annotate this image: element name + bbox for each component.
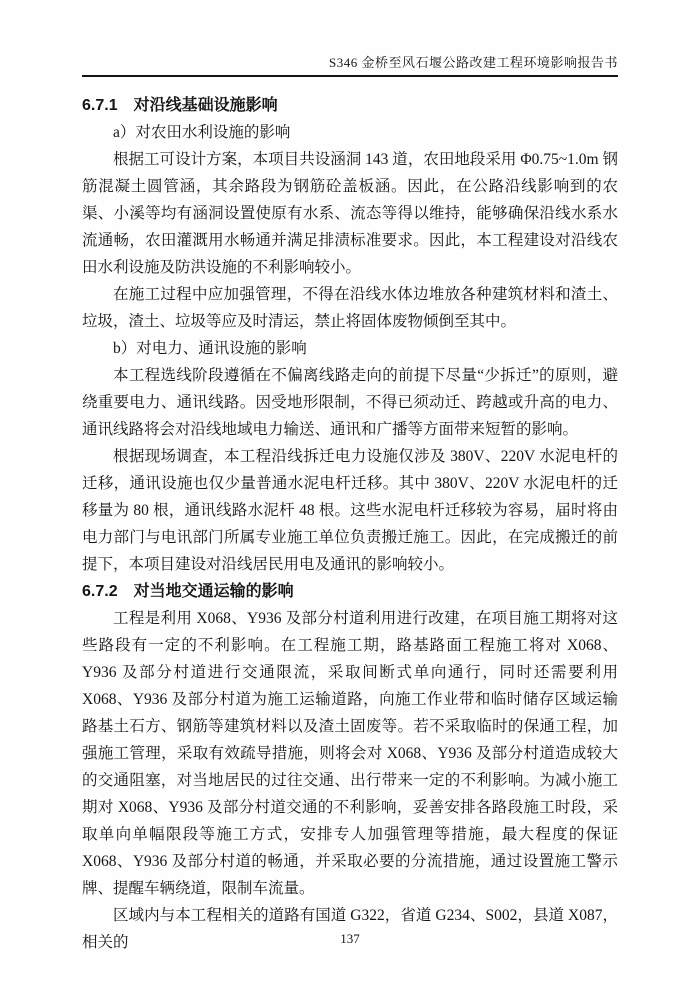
paragraph-traffic-impact: 工程是利用 X068、Y936 及部分村道利用进行改建，在项目施工期将对这些路段有一定的不利影响。在工程施工期，路基路面工程施工将对 X068、Y936 及部分村道进行交通限流，采取间断式单向通行，同时还需要利用 X068、Y936 及部分村道为施工运输道路，向施工作业带和临时储存区域运输路基土石方、钢筋等建筑材料以及渣土固废等。若不采取临时的保通工程，加强施工管理，采取有效疏导措施，则将会对 X068、Y936 及部分村道造成较大的交通阻塞，对当地居民的过往交通、出行带来一定的不利影响。为减小施工期对 X068、Y936 及部分村道交通的不利影响，妥善安排各路段施工时段，采取单向单幅限段等施工方式，安排专人加强管理等措施，最大程度的保证 X068、Y936 及部分村道的畅通，并采取必要的分流措施，通过设置施工警示牌、提醒车辆绕道，限制车流量。 [82,610,618,897]
header-title: S346 金桥至风石堰公路改建工程环境影响报告书 [329,55,618,70]
page-header [82,0,618,77]
section-heading-6-7-2: 6.7.2 对当地交通运输的影响 [82,583,294,600]
paragraph-culvert-design: 根据工可设计方案，本项目共设涵洞 143 道，农田地段采用 Φ0.75~1.0m 钢筋混凝土圆管涵，其余路段为钢筋砼盖板涵。因此，在公路沿线影响到的农渠、小溪等均有涵洞设置使原有水系、流态等得以维持，能够确保沿线水系水流通畅，农田灌溉用水畅通并满足排渍标准要求。因此，本工程建设对沿线农田水利设施及防洪设施的不利影响较小。 [82,151,618,276]
document-body [82,92,618,956]
paragraph-route-selection: 本工程选线阶段遵循在不偏离线路走向的前提下尽量“少拆迁”的原则，避绕重要电力、通讯线路。因受地形限制，不得已须动迁、跨越或升高的电力、通讯线路将会对沿线地域电力输送、通讯和广播等方面带来短暂的影响。 [82,367,618,438]
section-heading-6-7-1: 6.7.1 对沿线基础设施影响 [82,97,278,114]
paragraph-related-roads: 区域内与本工程相关的道路有国道 G322，省道 G234、S002，县道 X087，相关的 [82,907,618,951]
subheading-a-farmland-water: a）对农田水利设施的影响 [113,124,291,141]
paragraph-pole-relocation: 根据现场调查，本工程沿线拆迁电力设施仅涉及 380V、220V 水泥电杆的迁移，通讯设施也仅少量普通水泥电杆迁移。其中 380V、220V 水泥电杆的迁移量为 80 根，通讯线路水泥杆 48 根。这些水泥电杆迁移较为容易，届时将由电力部门与电讯部门所属专业施工单位负责搬迁施工。因此，在完成搬迁的前提下，本项目建设对沿线居民用电及通讯的影响较小。 [82,448,618,573]
page-number: 137 [340,931,360,946]
subheading-b-power-telecom: b）对电力、通讯设施的影响 [113,340,307,357]
page-footer [0,931,700,946]
paragraph-construction-management: 在施工过程中应加强管理，不得在沿线水体边堆放各种建筑材料和渣土、垃圾，渣土、垃圾等应及时清运，禁止将固体废物倾倒至其中。 [82,286,618,330]
